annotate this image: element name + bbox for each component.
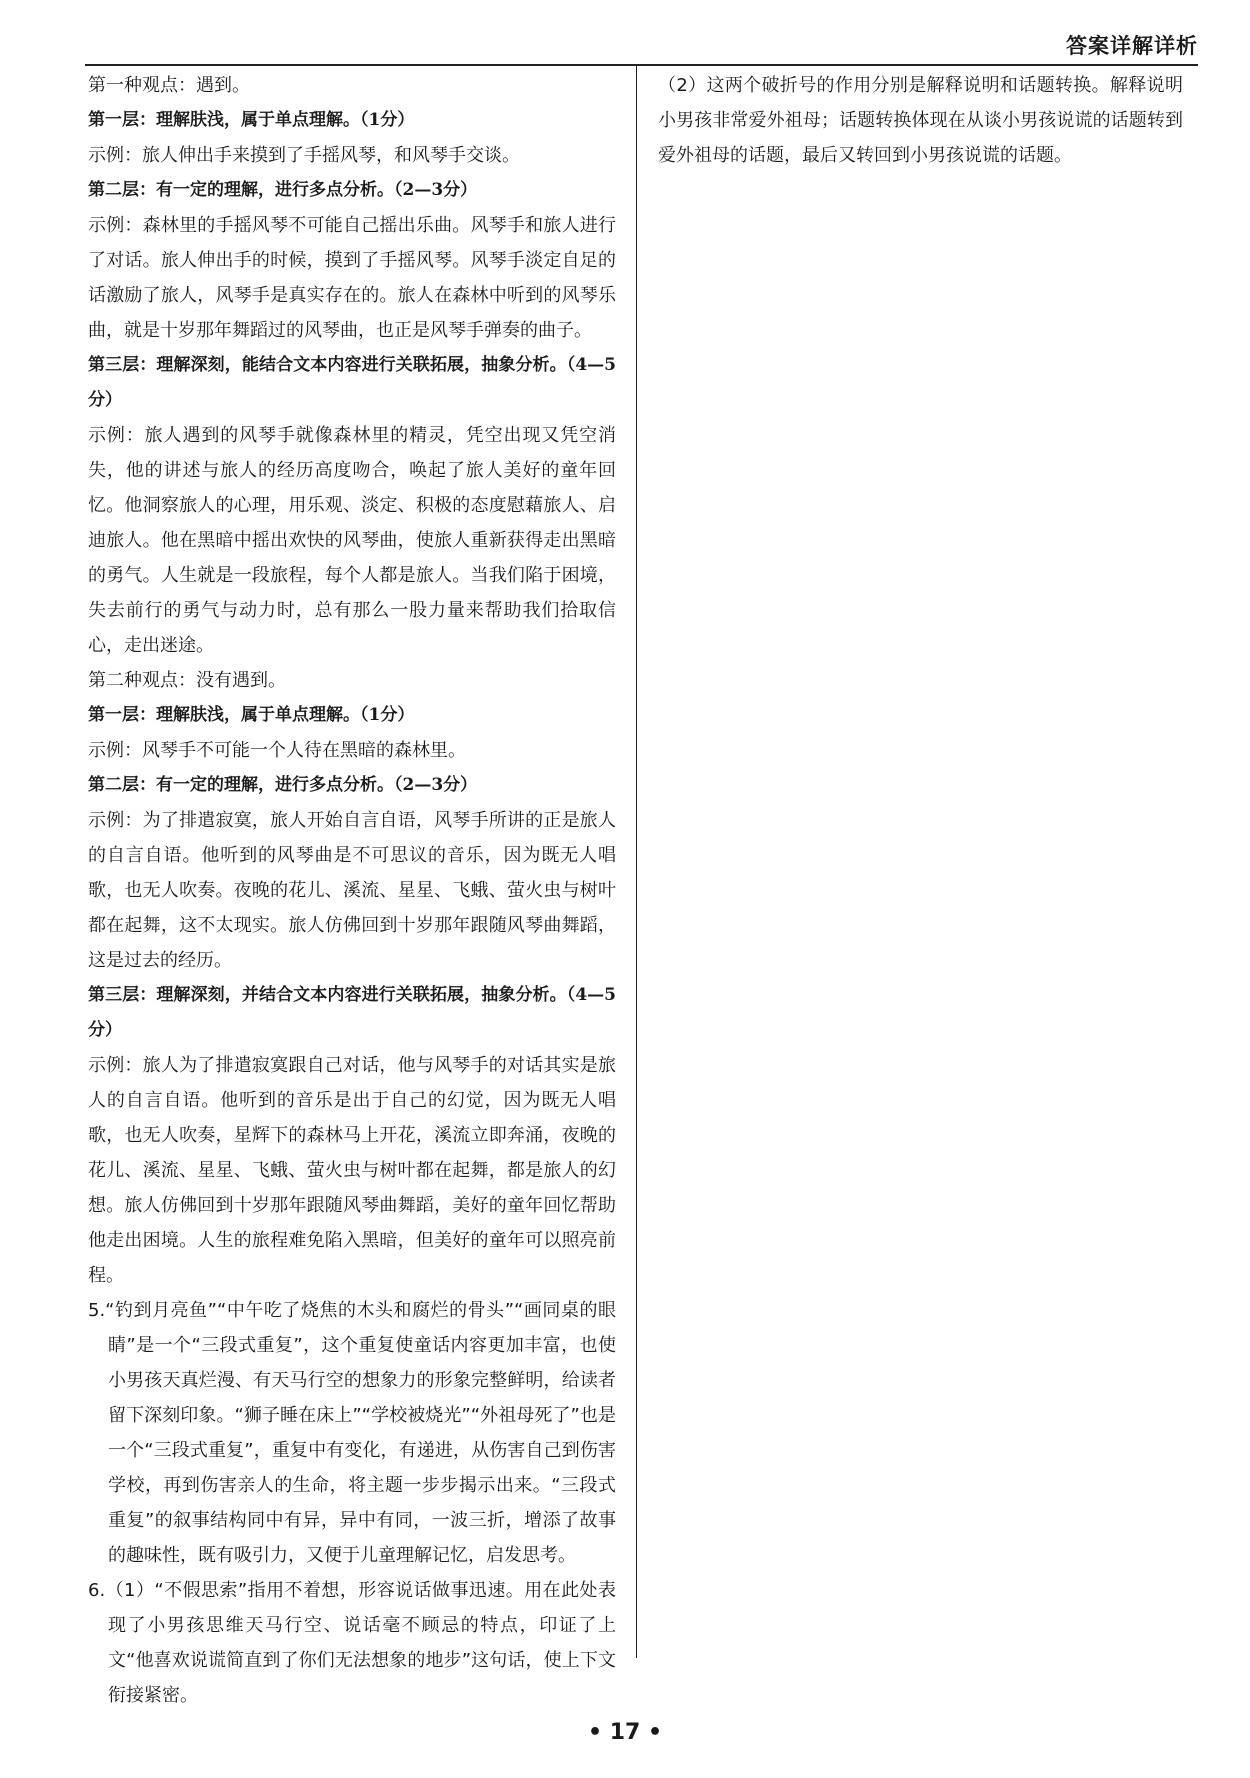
left-paragraph-10: 第二层：有一定的理解，进行多点分析。（2—3分） <box>88 775 478 795</box>
left-paragraph-14: 5.“钓到月亮鱼”“中午吃了烧焦的木头和腐烂的骨头”“画同桌的眼睛”是一个“三段式重复”，这个重复使童话内容更加丰富，也使小男孩天真烂漫、有天马行空的想象力的形象完整鲜明，给读者留下深刻印象。“狮子睡在床上”“学校被烧光”“外祖母死了”也是一个“三段式重复”，重复中有变化，有递进，从伤害自己到伤害学校，再到伤害亲人的生命，将主题一步步揭示出来。“三段式重复”的叙事结构同中有异，异中有同，一波三折，增添了故事的趣味性，既有吸引力，又便于儿童理解记忆，启发思考。 <box>88 1300 616 1566</box>
right-paragraph-0: （2）这两个破折号的作用分别是解释说明和话题转换。解释说明小男孩非常爱外祖母；话题转换体现在从谈小男孩说谎的话题转到爱外祖母的话题，最后又转回到小男孩说谎的话题。 <box>658 75 1183 166</box>
right-column <box>658 68 1183 173</box>
left-paragraph-9: 示例：风琴手不可能一个人待在黑暗的森林里。 <box>88 740 466 761</box>
left-paragraph-5: 第三层：理解深刻，能结合文本内容进行关联拓展，抽象分析。（4—5分） <box>88 355 616 410</box>
left-paragraph-11: 示例：为了排遣寂寞，旅人开始自言自语，风琴手所讲的正是旅人的自言自语。他听到的风琴曲是不可思议的音乐，因为既无人唱歌，也无人吹奏。夜晚的花儿、溪流、星星、飞蛾、萤火虫与树叶都在起舞，这不太现实。旅人仿佛回到十岁那年跟随风琴曲舞蹈，这是过去的经历。 <box>88 810 616 971</box>
left-paragraph-12: 第三层：理解深刻，并结合文本内容进行关联拓展，抽象分析。（4—5分） <box>88 985 616 1040</box>
left-paragraph-15: 6.（1）“不假思索”指用不着想，形容说话做事迅速。用在此处表现了小男孩思维天马行空、说话毫不顾忌的特点，印证了上文“他喜欢说谎简直到了你们无法想象的地步”这句话，使上下文衔接紧密。 <box>88 1580 616 1706</box>
left-paragraph-2: 示例：旅人伸出手来摸到了手摇风琴，和风琴手交谈。 <box>88 145 520 166</box>
column-divider <box>636 66 637 1658</box>
page-header: 答案详解详析 <box>1066 34 1198 58</box>
left-paragraph-1: 第一层：理解肤浅，属于单点理解。（1分） <box>88 110 415 130</box>
left-paragraph-4: 示例：森林里的手摇风琴不可能自己摇出乐曲。风琴手和旅人进行了对话。旅人伸出手的时候，摸到了手摇风琴。风琴手淡定自足的话激励了旅人，风琴手是真实存在的。旅人在森林中听到的风琴乐曲，就是十岁那年舞蹈过的风琴曲，也正是风琴手弹奏的曲子。 <box>88 215 616 341</box>
left-paragraph-13: 示例：旅人为了排遣寂寞跟自己对话，他与风琴手的对话其实是旅人的自言自语。他听到的音乐是出于自己的幻觉，因为既无人唱歌，也无人吹奏，星辉下的森林马上开花，溪流立即奔涌，夜晚的花儿、溪流、星星、飞蛾、萤火虫与树叶都在起舞，都是旅人的幻想。旅人仿佛回到十岁那年跟随风琴曲舞蹈，美好的童年回忆帮助他走出困境。人生的旅程难免陷入黑暗，但美好的童年可以照亮前程。 <box>88 1055 616 1286</box>
header-rule <box>85 64 1198 66</box>
left-paragraph-7: 第二种观点：没有遇到。 <box>88 670 286 691</box>
left-paragraph-0: 第一种观点：遇到。 <box>88 75 250 96</box>
left-paragraph-6: 示例：旅人遇到的风琴手就像森林里的精灵，凭空出现又凭空消失，他的讲述与旅人的经历高度吻合，唤起了旅人美好的童年回忆。他洞察旅人的心理，用乐观、淡定、积极的态度慰藉旅人、启迪旅人。他在黑暗中摇出欢快的风琴曲，使旅人重新获得走出黑暗的勇气。人生就是一段旅程，每个人都是旅人。当我们陷于困境，失去前行的勇气与动力时，总有那么一股力量来帮助我们拾取信心，走出迷途。 <box>88 425 616 656</box>
left-column <box>88 68 616 1713</box>
left-paragraph-3: 第二层：有一定的理解，进行多点分析。（2—3分） <box>88 180 478 200</box>
left-paragraph-8: 第一层：理解肤浅，属于单点理解。（1分） <box>88 705 415 725</box>
page-number: • 17 • <box>587 1720 663 1745</box>
